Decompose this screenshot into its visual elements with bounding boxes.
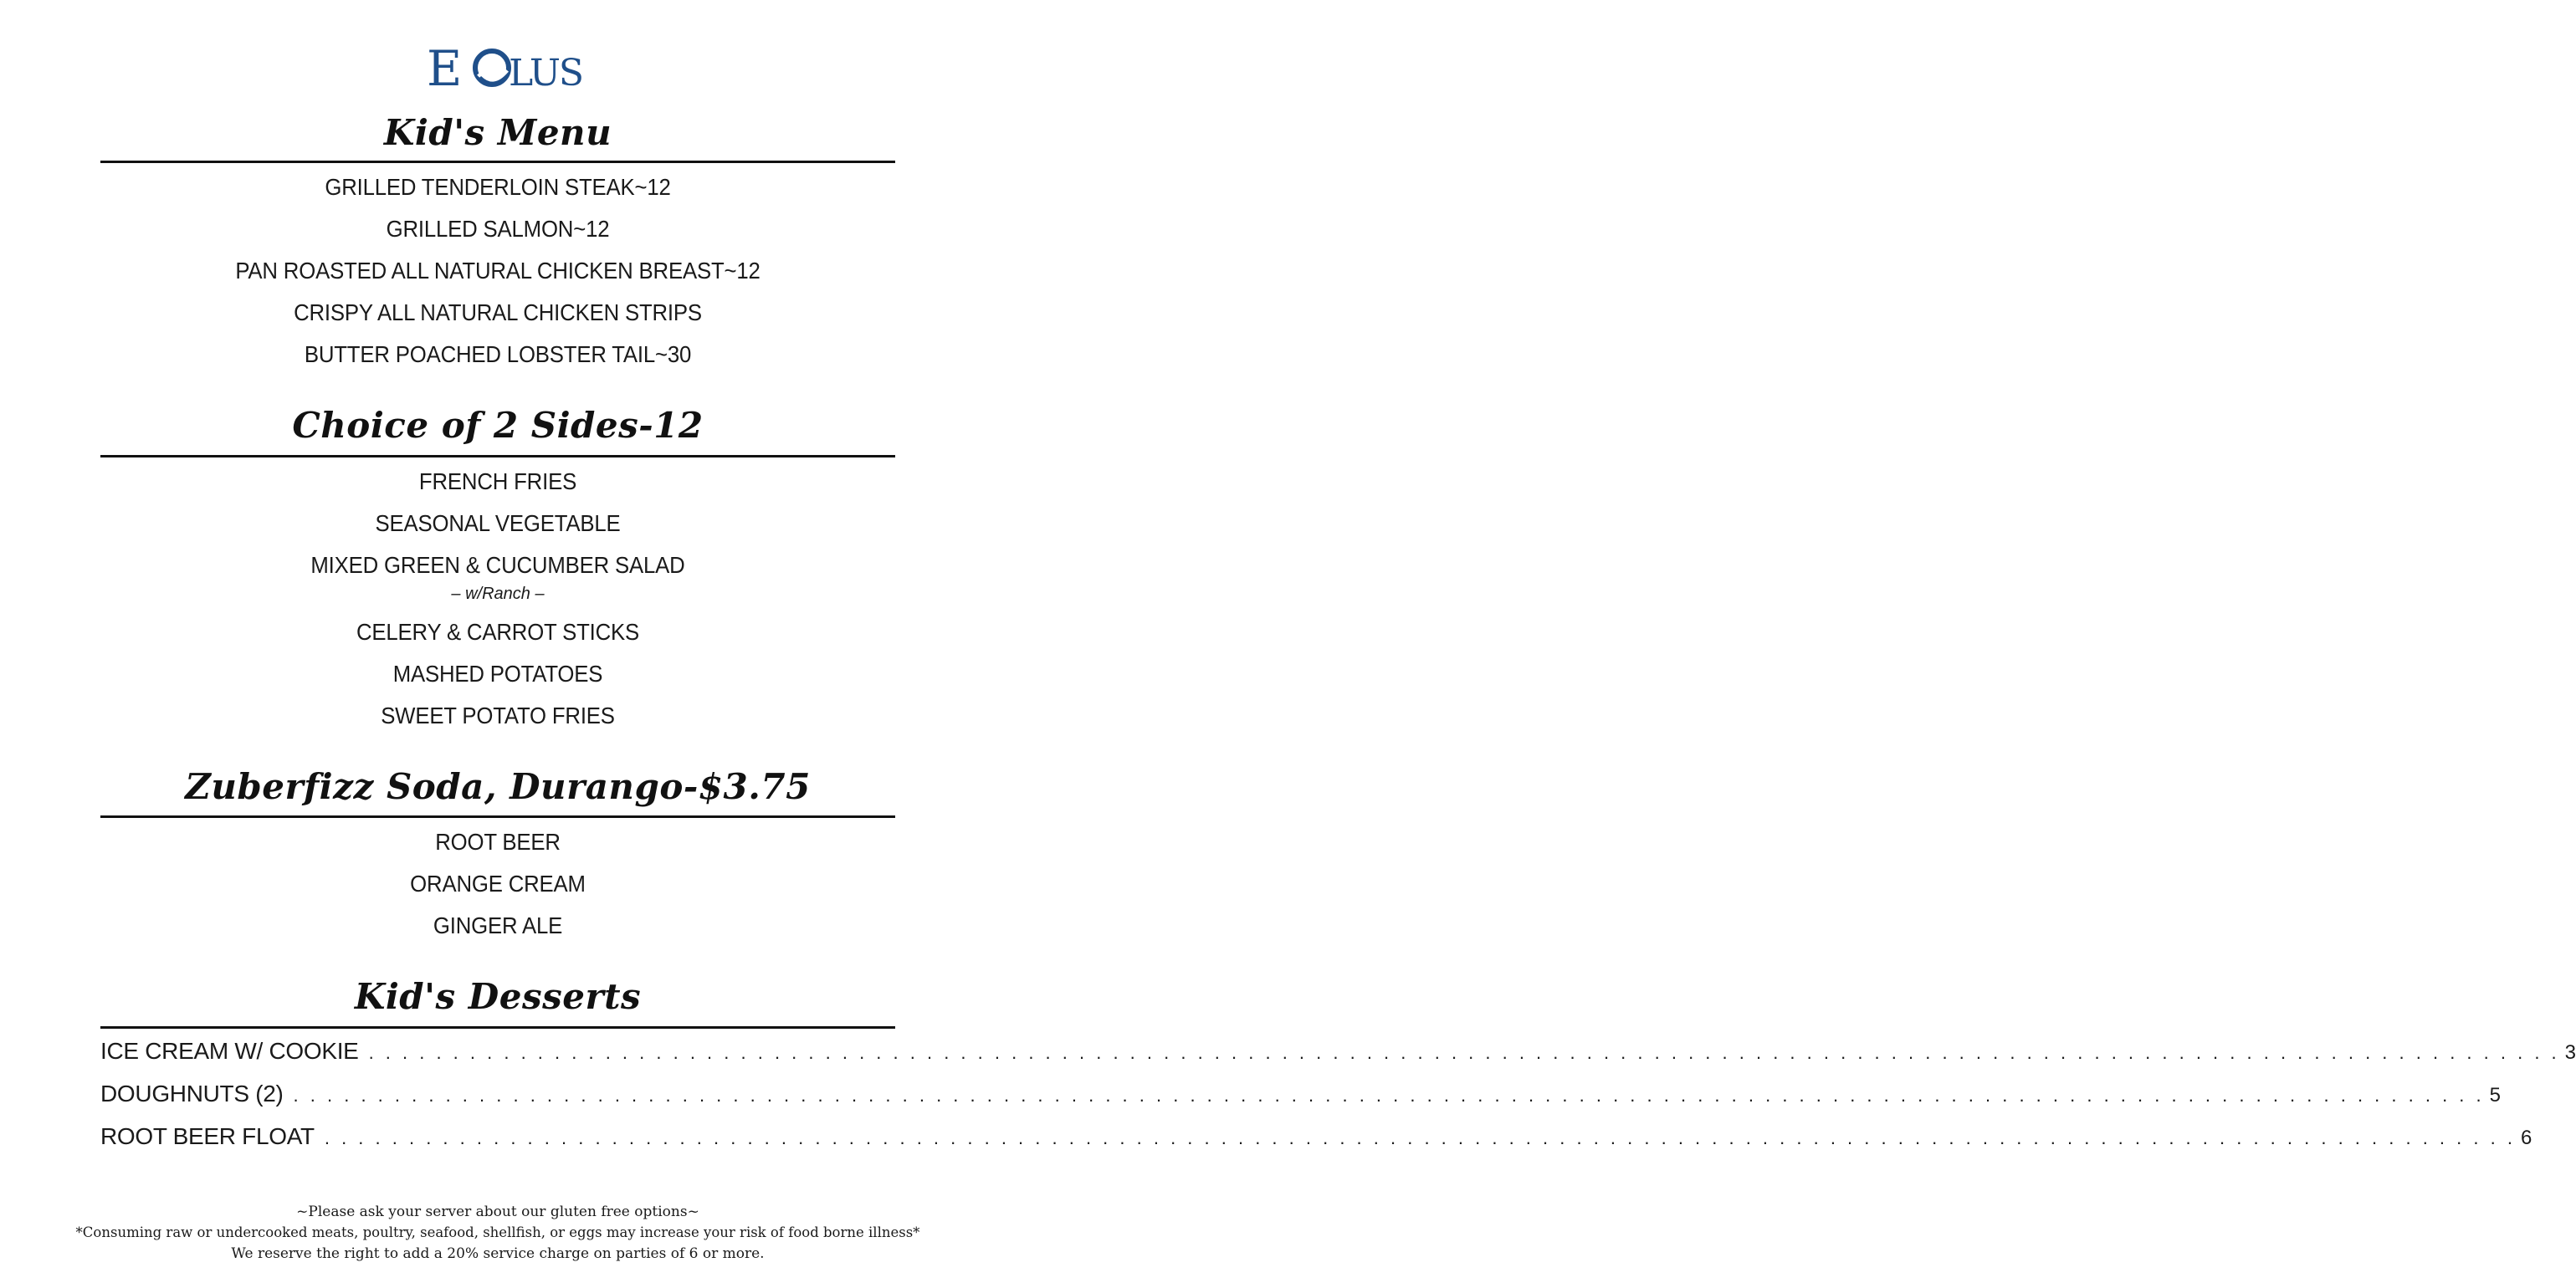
footer-gluten-free: ~Please ask your server about our gluten free options~ [296, 1204, 699, 1220]
side-sweet-potato-fries: SWEET POTATO FRIES [381, 703, 615, 728]
menu-item-chicken-breast: PAN ROASTED ALL NATURAL CHICKEN BREAST~12 [235, 258, 761, 284]
dessert-price: 6 [2520, 1127, 2532, 1149]
svg-text:E: E [427, 40, 461, 97]
eolus-logo-mark [427, 32, 583, 97]
soda-ginger-ale: GINGER ALE [433, 912, 563, 938]
dessert-name: DOUGHNUTS (2) [100, 1081, 284, 1107]
side-celery-carrot: CELERY & CARROT STICKS [356, 619, 640, 645]
dot-leader [294, 1085, 2485, 1107]
menu-item-tenderloin: GRILLED TENDERLOIN STEAK~12 [325, 174, 671, 200]
side-french-fries: FRENCH FRIES [418, 468, 577, 494]
dot-leader [325, 1127, 2516, 1149]
dessert-price: 5 [2489, 1084, 2501, 1107]
desserts-title: Kid's Desserts [354, 976, 642, 1017]
menu-item-lobster-tail: BUTTER POACHED LOBSTER TAIL~30 [304, 341, 692, 367]
salad-ranch-note: – w/Ranch – [451, 585, 545, 603]
menu-item-salmon: GRILLED SALMON~12 [386, 216, 610, 242]
footer-service-charge: We reserve the right to add a 20% service charge on parties of 6 or more. [231, 1245, 765, 1262]
soda-rule [100, 815, 895, 818]
side-seasonal-vegetable: SEASONAL VEGETABLE [375, 510, 621, 536]
kids-menu-rule [100, 161, 895, 163]
soda-orange-cream: ORANGE CREAM [410, 871, 586, 897]
dessert-name: ICE CREAM W/ COOKIE [100, 1038, 359, 1064]
dot-leader [369, 1042, 2560, 1064]
kids-menu-title: Kid's Menu [383, 112, 612, 153]
sides-rule [100, 455, 895, 457]
side-mashed-potatoes: MASHED POTATOES [392, 661, 603, 687]
desserts-rule [100, 1026, 895, 1029]
dessert-row-ice-cream [100, 1038, 2576, 1068]
soda-title: Zuberfizz Soda, Durango-$3.75 [185, 766, 811, 807]
dessert-row-doughnuts [100, 1081, 2501, 1111]
eolus-logo [0, 32, 996, 99]
menu-item-chicken-strips: CRISPY ALL NATURAL CHICKEN STRIPS [294, 299, 702, 325]
footer-raw-warning: *Consuming raw or undercooked meats, poultry, seafood, shellfish, or eggs may increase your risk of food borne illness* [75, 1224, 920, 1240]
soda-root-beer: ROOT BEER [435, 829, 561, 855]
dessert-name: ROOT BEER FLOAT [100, 1123, 315, 1149]
side-mixed-green-salad: MIXED GREEN & CUCUMBER SALAD [310, 552, 685, 578]
sides-title: Choice of 2 Sides-12 [292, 405, 704, 446]
dessert-row-root-beer-float [100, 1123, 2532, 1153]
dessert-price: 3 [2564, 1041, 2576, 1064]
svg-text:LUS: LUS [509, 52, 583, 95]
